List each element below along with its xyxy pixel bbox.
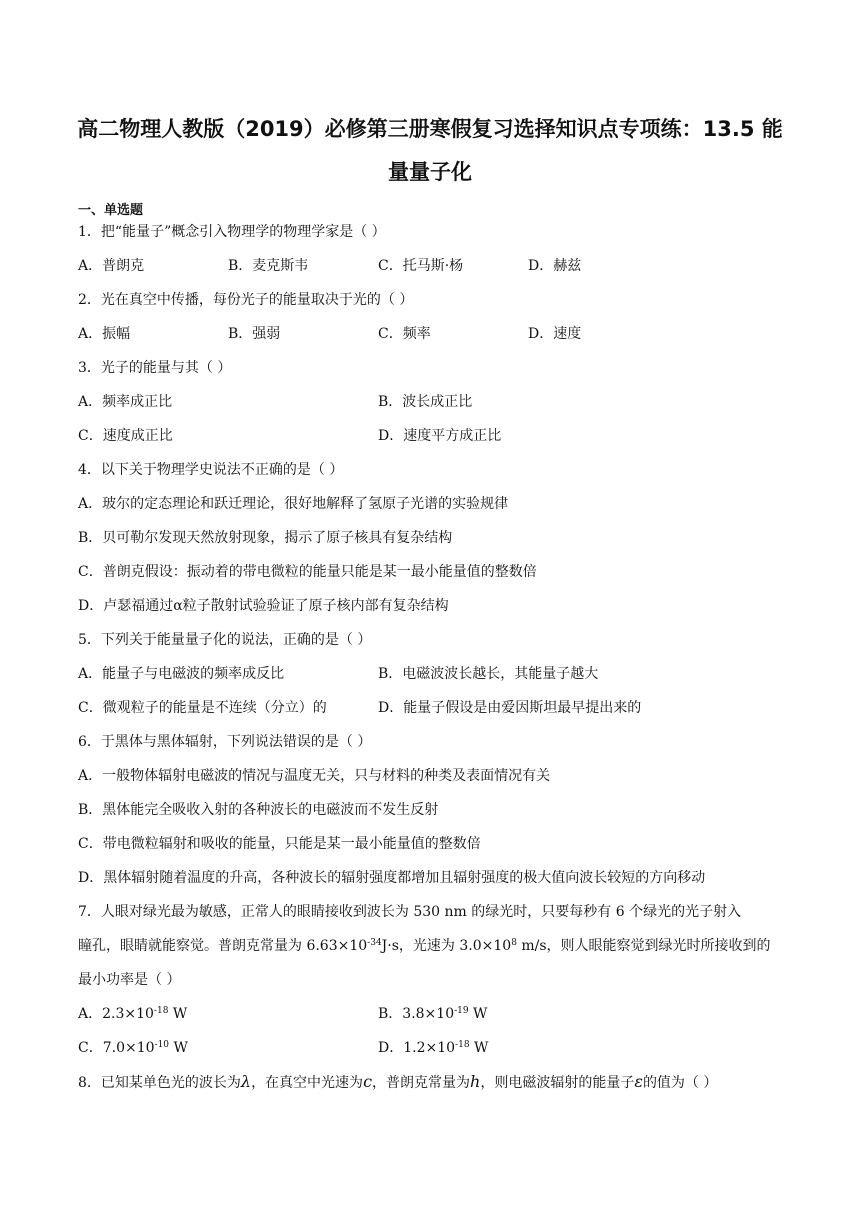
question-5-option-d: D．能量子假设是由爱因斯坦最早提出来的 xyxy=(378,700,642,716)
question-3-option-d: D．速度平方成正比 xyxy=(378,428,502,444)
question-7-option-a xyxy=(78,1004,187,1024)
question-6-option-c: C．带电微粒辐射和吸收的能量，只能是某一最小能量值的整数倍 xyxy=(78,836,481,852)
question-6-option-b: B．黑体能完全吸收入射的各种波长的电磁波而不发生反射 xyxy=(78,802,439,818)
option-unit: W xyxy=(469,1040,489,1056)
question-2-stem: 2．光在真空中传播，每份光子的能量取决于光的（ ） xyxy=(78,292,414,308)
option-text: D．1.2×10 xyxy=(378,1040,456,1056)
question-8-text: ，则电磁波辐射的能量子 xyxy=(480,1075,635,1091)
question-1-option-b: B．麦克斯韦 xyxy=(228,258,309,274)
energy-quantum-symbol: ε xyxy=(634,1072,643,1091)
question-2-option-c: C．频率 xyxy=(378,326,431,342)
light-speed-symbol: c xyxy=(363,1072,373,1091)
question-7-option-d xyxy=(378,1038,488,1058)
question-7-exponent: 8 xyxy=(511,938,517,948)
question-2-option-a: A．振幅 xyxy=(78,326,131,342)
wavelength-symbol: λ xyxy=(240,1072,252,1091)
question-8-text: 8．已知某单色光的波长为 xyxy=(78,1075,241,1091)
question-5-option-a: A．能量子与电磁波的频率成反比 xyxy=(78,666,285,682)
question-8-stem xyxy=(78,1072,717,1093)
option-unit: W xyxy=(468,1006,488,1022)
option-unit: W xyxy=(169,1040,188,1056)
question-5-option-b: B．电磁波波长越长，其能量子越大 xyxy=(378,666,599,682)
page-title-line-1: 高二物理人教版（2019）必修第三册寒假复习选择知识点专项练：13.5 能 xyxy=(77,117,783,141)
option-exponent: -10 xyxy=(154,1040,170,1050)
question-4-option-b: B．贝可勒尔发现天然放射现象，揭示了原子核具有复杂结构 xyxy=(78,530,453,546)
question-4-option-a: A．玻尔的定态理论和跃迁理论，很好地解释了氢原子光谱的实验规律 xyxy=(78,496,509,512)
question-1-option-a: A．普朗克 xyxy=(78,258,145,274)
question-7-exponent: -34 xyxy=(367,938,382,948)
question-7-stem-line-2 xyxy=(78,936,771,956)
question-4-option-c: C．普朗克假设：振动着的带电微粒的能量只能是某一最小能量值的整数倍 xyxy=(78,564,537,580)
question-3-option-c: C．速度成正比 xyxy=(78,428,173,444)
question-8-text: ，普朗克常量为 xyxy=(372,1075,471,1091)
question-7-stem-line-1: 7．人眼对绿光最为敏感，正常人的眼睛接收到波长为 530 nm 的绿光时，只要每秒有 6 个绿光的光子射入 xyxy=(78,904,742,920)
question-8-text: 的值为（ ） xyxy=(642,1075,718,1091)
option-text: B．3.8×10 xyxy=(378,1006,455,1022)
question-7-option-b xyxy=(378,1004,487,1024)
planck-constant-symbol: h xyxy=(470,1072,481,1091)
option-exponent: -19 xyxy=(454,1006,469,1016)
question-3-option-b: B．波长成正比 xyxy=(378,394,473,410)
question-2-option-b: B．强弱 xyxy=(228,326,281,342)
option-text: A．2.3×10 xyxy=(78,1006,154,1022)
question-1-option-d: D．赫兹 xyxy=(528,258,582,274)
option-exponent: -18 xyxy=(153,1006,169,1016)
question-2-option-d: D．速度 xyxy=(528,326,582,342)
question-5-stem: 5．下列关于能量量子化的说法，正确的是（ ） xyxy=(78,632,372,648)
question-7-text: J·s，光速为 3.0×10 xyxy=(381,938,512,954)
question-6-stem: 6．于黑体与黑体辐射，下列说法错误的是（ ） xyxy=(78,734,372,750)
question-6-option-a: A．一般物体辐射电磁波的情况与温度无关，只与材料的种类及表面情况有关 xyxy=(78,768,551,784)
question-6-option-d: D．黑体辐射随着温度的升高，各种波长的辐射强度都增加且辐射强度的极大值向波长较短的方向移动 xyxy=(78,870,706,886)
question-7-text: m/s，则人眼能察觉到绿光时所接收到的 xyxy=(516,938,771,954)
question-4-option-d: D．卢瑟福通过α粒子散射试验验证了原子核内部有复杂结构 xyxy=(78,598,449,614)
option-unit: W xyxy=(168,1006,188,1022)
question-4-stem: 4．以下关于物理学史说法不正确的是（ ） xyxy=(78,462,344,478)
question-7-text: 瞳孔，眼睛就能察觉。普朗克常量为 6.63×10 xyxy=(78,938,368,954)
section-heading: 一、单选题 xyxy=(78,203,144,218)
question-8-text: ，在真空中光速为 xyxy=(251,1075,364,1091)
question-3-stem: 3．光子的能量与其（ ） xyxy=(78,360,232,376)
question-1-option-c: C．托马斯·杨 xyxy=(378,258,464,274)
question-7-stem-line-3: 最小功率是（ ） xyxy=(78,972,181,988)
question-3-option-a: A．频率成正比 xyxy=(78,394,173,410)
question-5-option-c: C．微观粒子的能量是不连续（分立）的 xyxy=(78,700,327,716)
option-exponent: -18 xyxy=(455,1040,470,1050)
page-title-line-2: 量量子化 xyxy=(388,160,472,184)
question-7-option-c xyxy=(78,1038,188,1058)
question-1-stem: 1．把“能量子”概念引入物理学的物理学家是（ ） xyxy=(78,224,386,240)
option-text: C．7.0×10 xyxy=(78,1040,155,1056)
